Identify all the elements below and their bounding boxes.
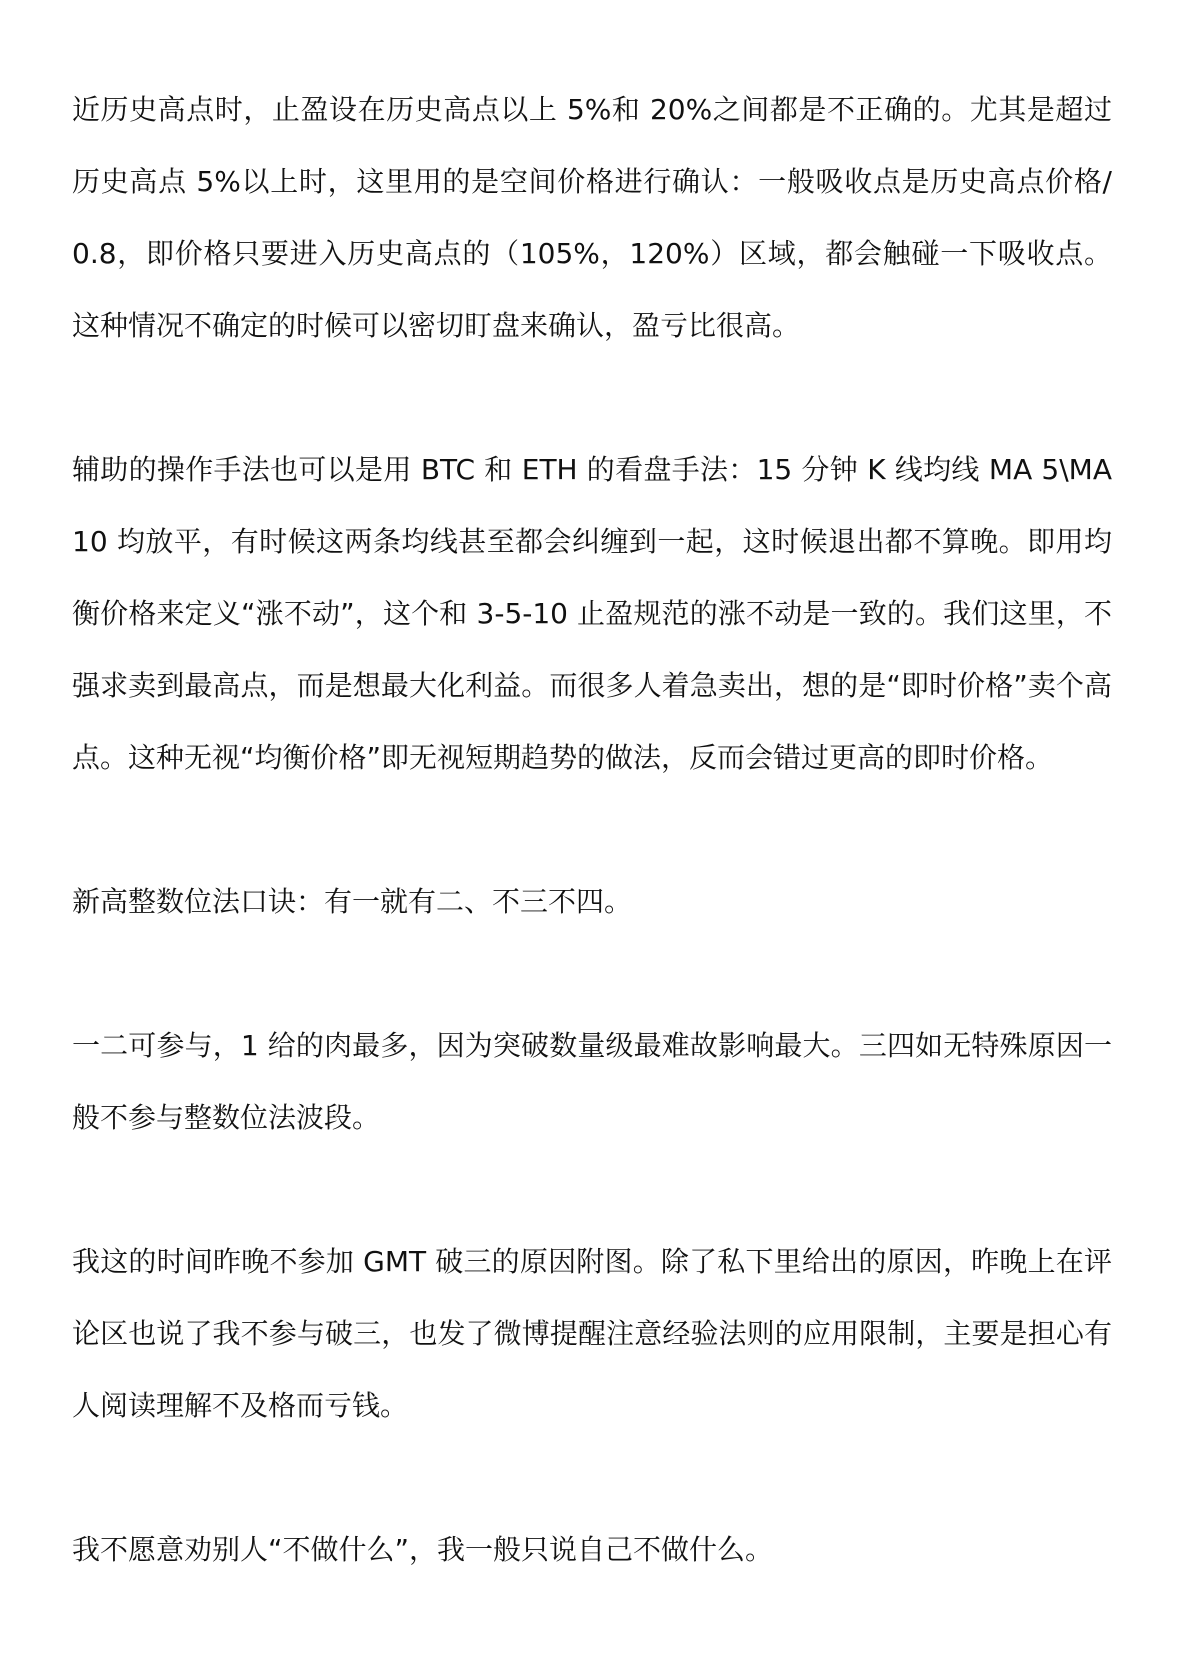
paragraph-spacer [72,794,1112,866]
paragraph-spacer [72,1154,1112,1226]
paragraph-spacer [72,938,1112,1010]
paragraph-spacer [72,362,1112,434]
paragraph-spacer [72,1442,1112,1514]
document-body [72,74,1112,1586]
paragraph-participation: 一二可参与，1 给的肉最多，因为突破数量级最难故影响最大。三四如无特殊原因一般不参与整数位法波段。 [72,1029,1112,1134]
paragraph-gmt-reason: 我这的时间昨晚不参加 GMT 破三的原因附图。除了私下里给出的原因，昨晚上在评论区也说了我不参与破三，也发了微博提醒注意经验法则的应用限制，主要是担心有人阅读理解不及格而亏钱。 [72,1245,1112,1422]
paragraph-take-profit-near-high: 近历史高点时，止盈设在历史高点以上 5%和 20%之间都是不正确的。尤其是超过历史高点 5%以上时，这里用的是空间价格进行确认：一般吸收点是历史高点价格/0.8，即价格只要进入历史高点的（105%，120%）区域，都会触碰一下吸收点。这种情况不确定的时候可以密切盯盘来确认，盈亏比很高。 [72,93,1112,342]
paragraph-mnemonic: 新高整数位法口诀：有一就有二、不三不四。 [72,885,633,918]
paragraph-auxiliary-method: 辅助的操作手法也可以是用 BTC 和 ETH 的看盘手法：15 分钟 K 线均线 MA 5\MA10 均放平，有时候这两条均线甚至都会纠缠到一起，这时候退出都不算晚。即用均衡价格来定义“涨不动”，这个和 3-5-10 止盈规范的涨不动是一致的。我们这里，不强求卖到最高点，而是想最大化利益。而很多人着急卖出，想的是“即时价格”卖个高点。这种无视“均衡价格”即无视短期趋势的做法，反而会错过更高的即时价格。 [72,453,1112,774]
paragraph-closing: 我不愿意劝别人“不做什么”，我一般只说自己不做什么。 [72,1533,774,1566]
